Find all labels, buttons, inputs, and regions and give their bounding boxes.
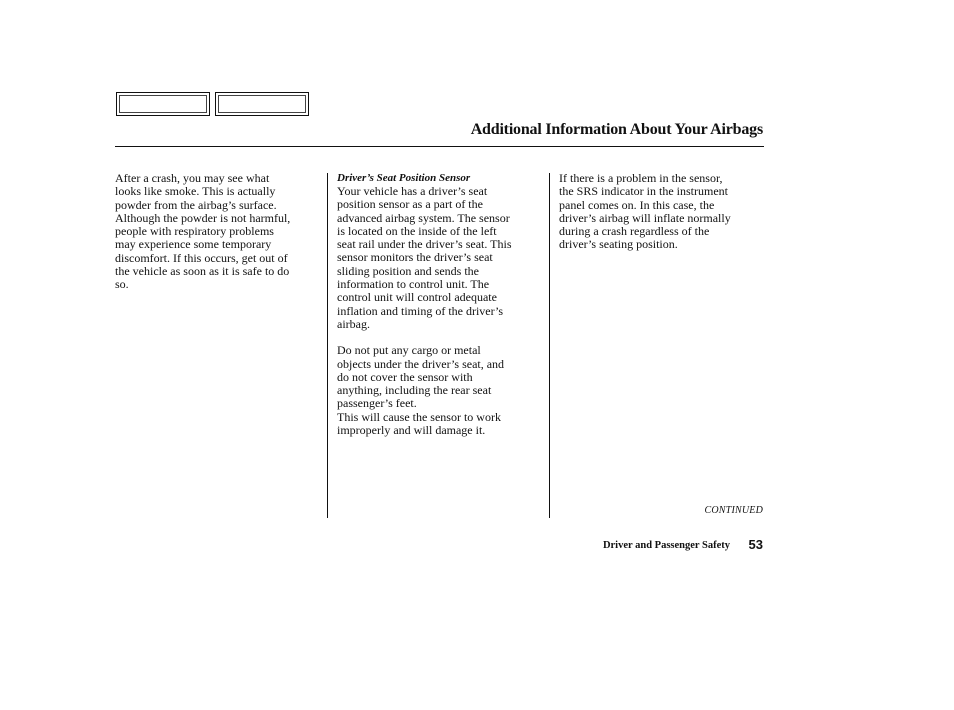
col1-line: powder from the airbag’s surface. [115,197,277,212]
col2-line: sliding position and sends the [337,263,479,278]
col1-line: discomfort. If this occurs, get out of [115,250,288,265]
col2-line: passenger’s feet. [337,396,417,411]
col3-line: driver’s airbag will inflate normally [559,210,731,225]
col2-line: Do not put any cargo or metal [337,343,481,358]
col2-line: seat rail under the driver’s seat. This [337,237,512,252]
col2-line: objects under the driver’s seat, and [337,356,505,371]
col1-line: people with respiratory problems [115,224,274,239]
col2-line: control unit will control adequate [337,290,497,305]
col2-line: information to control unit. The [337,277,490,292]
section-tab-2 [215,92,309,116]
col2-line: anything, including the rear seat [337,383,492,398]
section-title: Additional Information About Your Airbags [470,121,763,138]
col2-line: is located on the inside of the left [337,223,497,238]
title-rule [115,146,764,147]
col3-line: the SRS indicator in the instrument [559,184,728,199]
column-2 [337,172,542,437]
col1-line: After a crash, you may see what [115,171,270,185]
column-1 [115,172,320,292]
page-number: 53 [748,537,763,552]
section-tab-1 [116,92,210,116]
subheading-seat-position-sensor: Driver’s Seat Position Sensor [337,172,471,184]
col1-line: the vehicle as soon as it is safe to do [115,264,290,279]
col2-line: position sensor as a part of the [337,197,483,212]
column-3 [559,172,764,252]
col2-line: This will cause the sensor to work [337,409,501,424]
col2-line: do not cover the sensor with [337,369,473,384]
col2-line: sensor monitors the driver’s seat [337,250,493,265]
column-divider-1 [327,173,328,518]
col3-line: driver’s seating position. [559,237,678,252]
col1-line: Although the powder is not harmful, [115,210,291,225]
col2-line: improperly and will damage it. [337,423,486,438]
col1-line: may experience some temporary [115,237,272,252]
col1-line: looks like smoke. This is actually [115,184,276,199]
col2-line: Your vehicle has a driver’s seat [337,184,488,198]
col3-line: If there is a problem in the sensor, [559,171,723,185]
col3-line: during a crash regardless of the [559,224,710,239]
col1-line: so. [115,277,129,292]
footer-section-name: Driver and Passenger Safety [602,540,730,551]
col2-line: airbag. [337,316,370,331]
col3-line: panel comes on. In this case, the [559,197,715,212]
column-divider-2 [549,173,550,518]
col2-line: advanced airbag system. The sensor [337,210,510,225]
continued-label: CONTINUED [704,505,763,516]
col2-line: inflation and timing of the driver’s [337,303,504,318]
